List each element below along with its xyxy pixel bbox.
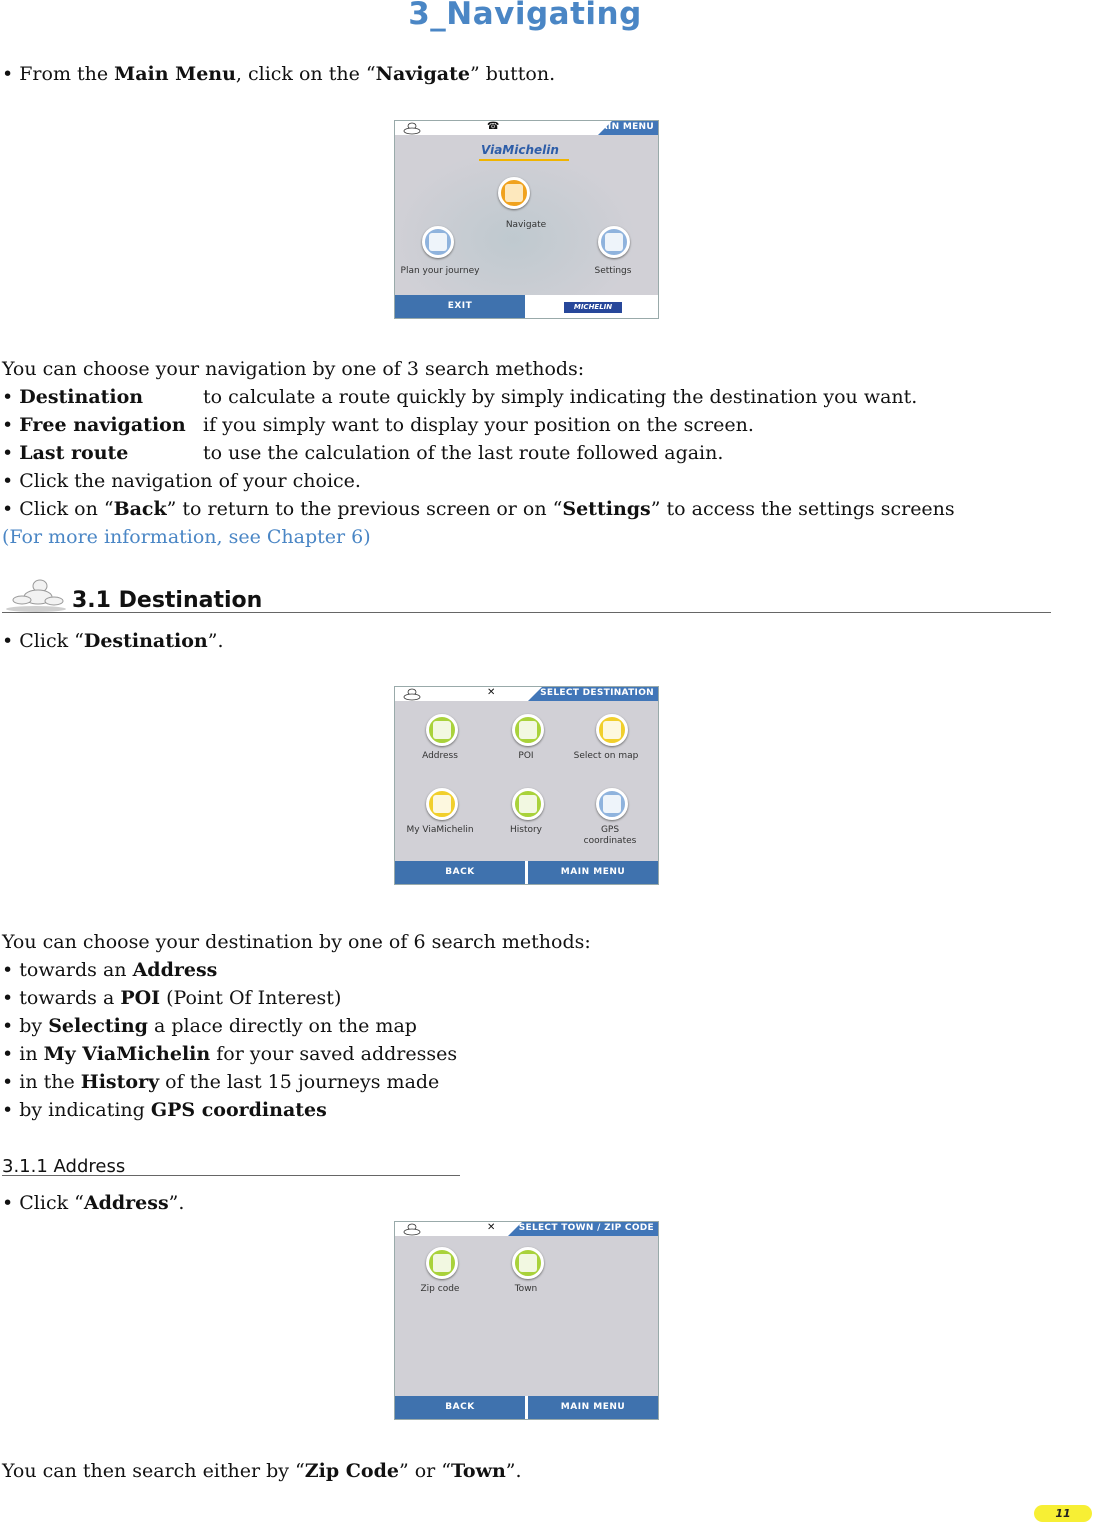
zip-code-label: Zip code [420,1284,460,1294]
address-label: Address [422,751,458,761]
select-on-map-label: Select on map [573,751,639,761]
method-last-route: • Last route to use the calculation of the last route followed again. [2,442,724,464]
satellite-icon: ✕ [487,1222,496,1233]
screen-header-label: SELECT DESTINATION [540,688,654,698]
navigate-icon[interactable] [498,177,530,209]
michelin-brand: MICHELIN [564,302,622,313]
method-free-navigation: • Free navigation if you simply want to display your position on the screen. [2,414,754,436]
michelin-man-icon [4,578,68,612]
screen-header-label: SELECT TOWN / ZIP CODE [518,1223,654,1233]
select-town-screenshot [394,1221,659,1420]
screen-header [395,687,658,701]
method-destination: • Destination to calculate a route quickly by simply indicating the destination you want. [2,386,918,408]
dest-method-gps: • by indicating GPS coordinates [2,1099,327,1121]
poi-label: POI [518,751,534,761]
settings-icon[interactable] [598,226,630,258]
my-viamichelin-icon[interactable] [426,788,458,820]
screen-header [395,121,658,135]
main-menu-button[interactable]: MAIN MENU [528,1396,658,1419]
michelin-man-icon [399,688,425,701]
subsection-divider [2,1175,460,1176]
dest-method-map: • by Selecting a place directly on the map [2,1015,417,1037]
history-icon[interactable] [512,788,544,820]
town-icon[interactable] [512,1247,544,1279]
dest-methods-intro: You can choose your destination by one of 6 search methods: [2,931,591,953]
plan-journey-label: Plan your journey [400,266,480,276]
main-menu-button[interactable]: MAIN MENU [528,861,658,884]
michelin-man-icon [399,122,425,135]
click-address-line: • Click “Address”. [2,1192,185,1214]
gps-icon[interactable] [596,788,628,820]
history-label: History [509,825,543,835]
section-divider [2,612,1051,613]
click-choice: • Click the navigation of your choice. [2,470,361,492]
page-number: 11 [1034,1505,1092,1522]
select-destination-screenshot [394,686,659,885]
viamichelin-logo: ViaMichelin [481,143,559,157]
screen-header [395,1222,658,1236]
dest-method-myviamichelin: • in My ViaMichelin for your saved addresses [2,1043,458,1065]
my-viamichelin-label: My ViaMichelin [406,825,474,835]
more-info-link[interactable]: (For more information, see Chapter 6) [2,526,371,548]
address-icon[interactable] [426,714,458,746]
michelin-man-icon [399,1223,425,1236]
back-settings-line: • Click on “Back” to return to the previous screen or on “Settings” to access the settings screens [2,498,955,520]
dest-method-poi: • towards a POI (Point Of Interest) [2,987,342,1009]
back-button[interactable]: BACK [395,1396,525,1419]
phone-icon: ☎ [487,121,500,132]
gps-coordinates-label: GPS coordinates [583,825,637,846]
section-heading-destination: 3.1 Destination [72,588,263,613]
navigate-label: Navigate [505,220,547,230]
town-label: Town [514,1284,538,1294]
final-line: You can then search either by “Zip Code” or “Town”. [2,1460,522,1482]
exit-button[interactable]: EXIT [395,295,525,318]
map-icon[interactable] [596,714,628,746]
dest-method-history: • in the History of the last 15 journeys made [2,1071,440,1093]
settings-label: Settings [594,266,632,276]
methods-intro: You can choose your navigation by one of 3 search methods: [2,358,585,380]
main-menu-screenshot [394,120,659,319]
satellite-icon: ✕ [487,687,496,698]
page-title: 3_Navigating [408,0,642,32]
poi-icon[interactable] [512,714,544,746]
dest-method-address: • towards an Address [2,959,218,981]
click-destination-line: • Click “Destination”. [2,630,224,652]
back-button[interactable]: BACK [395,861,525,884]
screen-header-label: MAIN MENU [591,122,654,132]
plan-journey-icon[interactable] [422,226,454,258]
section-heading-address: 3.1.1 Address [2,1156,126,1177]
intro-line: • From the Main Menu, click on the “Navigate” button. [2,63,556,85]
zip-code-icon[interactable] [426,1247,458,1279]
